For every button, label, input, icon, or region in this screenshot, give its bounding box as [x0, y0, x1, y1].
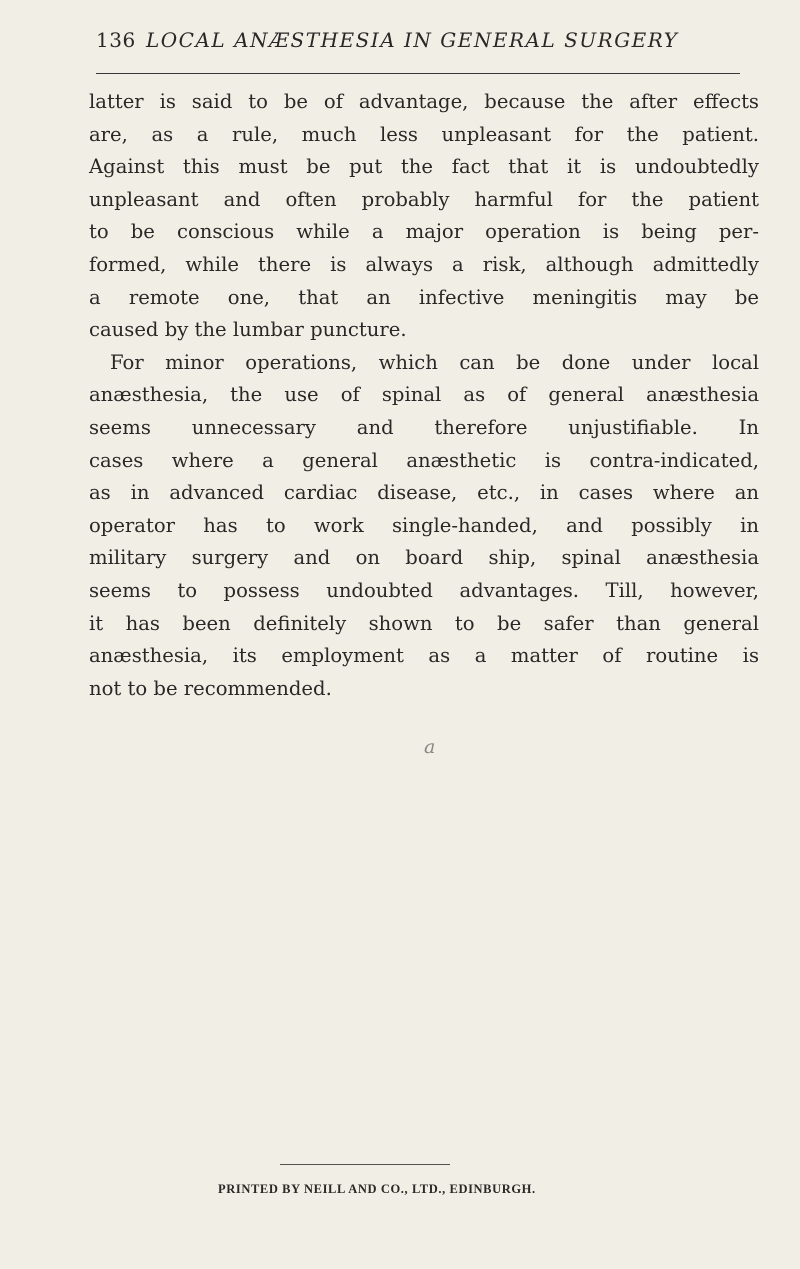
page-number: 136: [96, 28, 136, 52]
text-line: not to be recommended.: [89, 676, 332, 700]
running-title: LOCAL ANÆSTHESIA IN GENERAL SURGERY: [146, 28, 679, 52]
paragraph-2: [89, 347, 759, 706]
text-line: seems to possess undoubted advantages. Till, however,: [89, 578, 759, 602]
pencil-annotation: a: [424, 736, 436, 758]
header-rule: [96, 73, 740, 74]
text-line: operator has to work single-handed, and possibly in: [89, 513, 759, 537]
paragraph-1: [89, 86, 759, 347]
text-line: are, as a rule, much less unpleasant for the patient.: [89, 122, 759, 146]
running-header: [96, 26, 736, 56]
text-line: to be conscious while a major operation is being per-: [89, 220, 759, 244]
text-line: formed, while there is always a risk, although admittedly: [89, 252, 759, 276]
text-line: a remote one, that an infective meningitis may be: [89, 285, 759, 309]
text-line: cases where a general anæsthetic is contra-indicated,: [89, 448, 759, 472]
text-line: seems unnecessary and therefore unjustifiable. In: [89, 415, 759, 439]
footer-rule: [280, 1164, 450, 1165]
text-line: it has been definitely shown to be safer than general: [89, 611, 759, 635]
text-line: as in advanced cardiac disease, etc., in cases where an: [89, 481, 759, 505]
printer-imprint: PRINTED BY NEILL AND CO., LTD., EDINBURGH.: [218, 1182, 536, 1196]
text-line: caused by the lumbar puncture.: [89, 318, 407, 342]
text-line: For minor operations, which can be done under local: [110, 350, 759, 374]
text-line: military surgery and on board ship, spinal anæsthesia: [89, 546, 759, 570]
text-line: anæsthesia, its employment as a matter of routine is: [89, 644, 759, 668]
text-line: latter is said to be of advantage, because the after effects: [89, 90, 759, 113]
text-line: unpleasant and often probably harmful for the patient: [89, 187, 759, 211]
body-text: [89, 86, 759, 705]
text-line: Against this must be put the fact that it is undoubtedly: [89, 155, 759, 179]
text-line: anæsthesia, the use of spinal as of general anæsthesia: [89, 383, 759, 407]
